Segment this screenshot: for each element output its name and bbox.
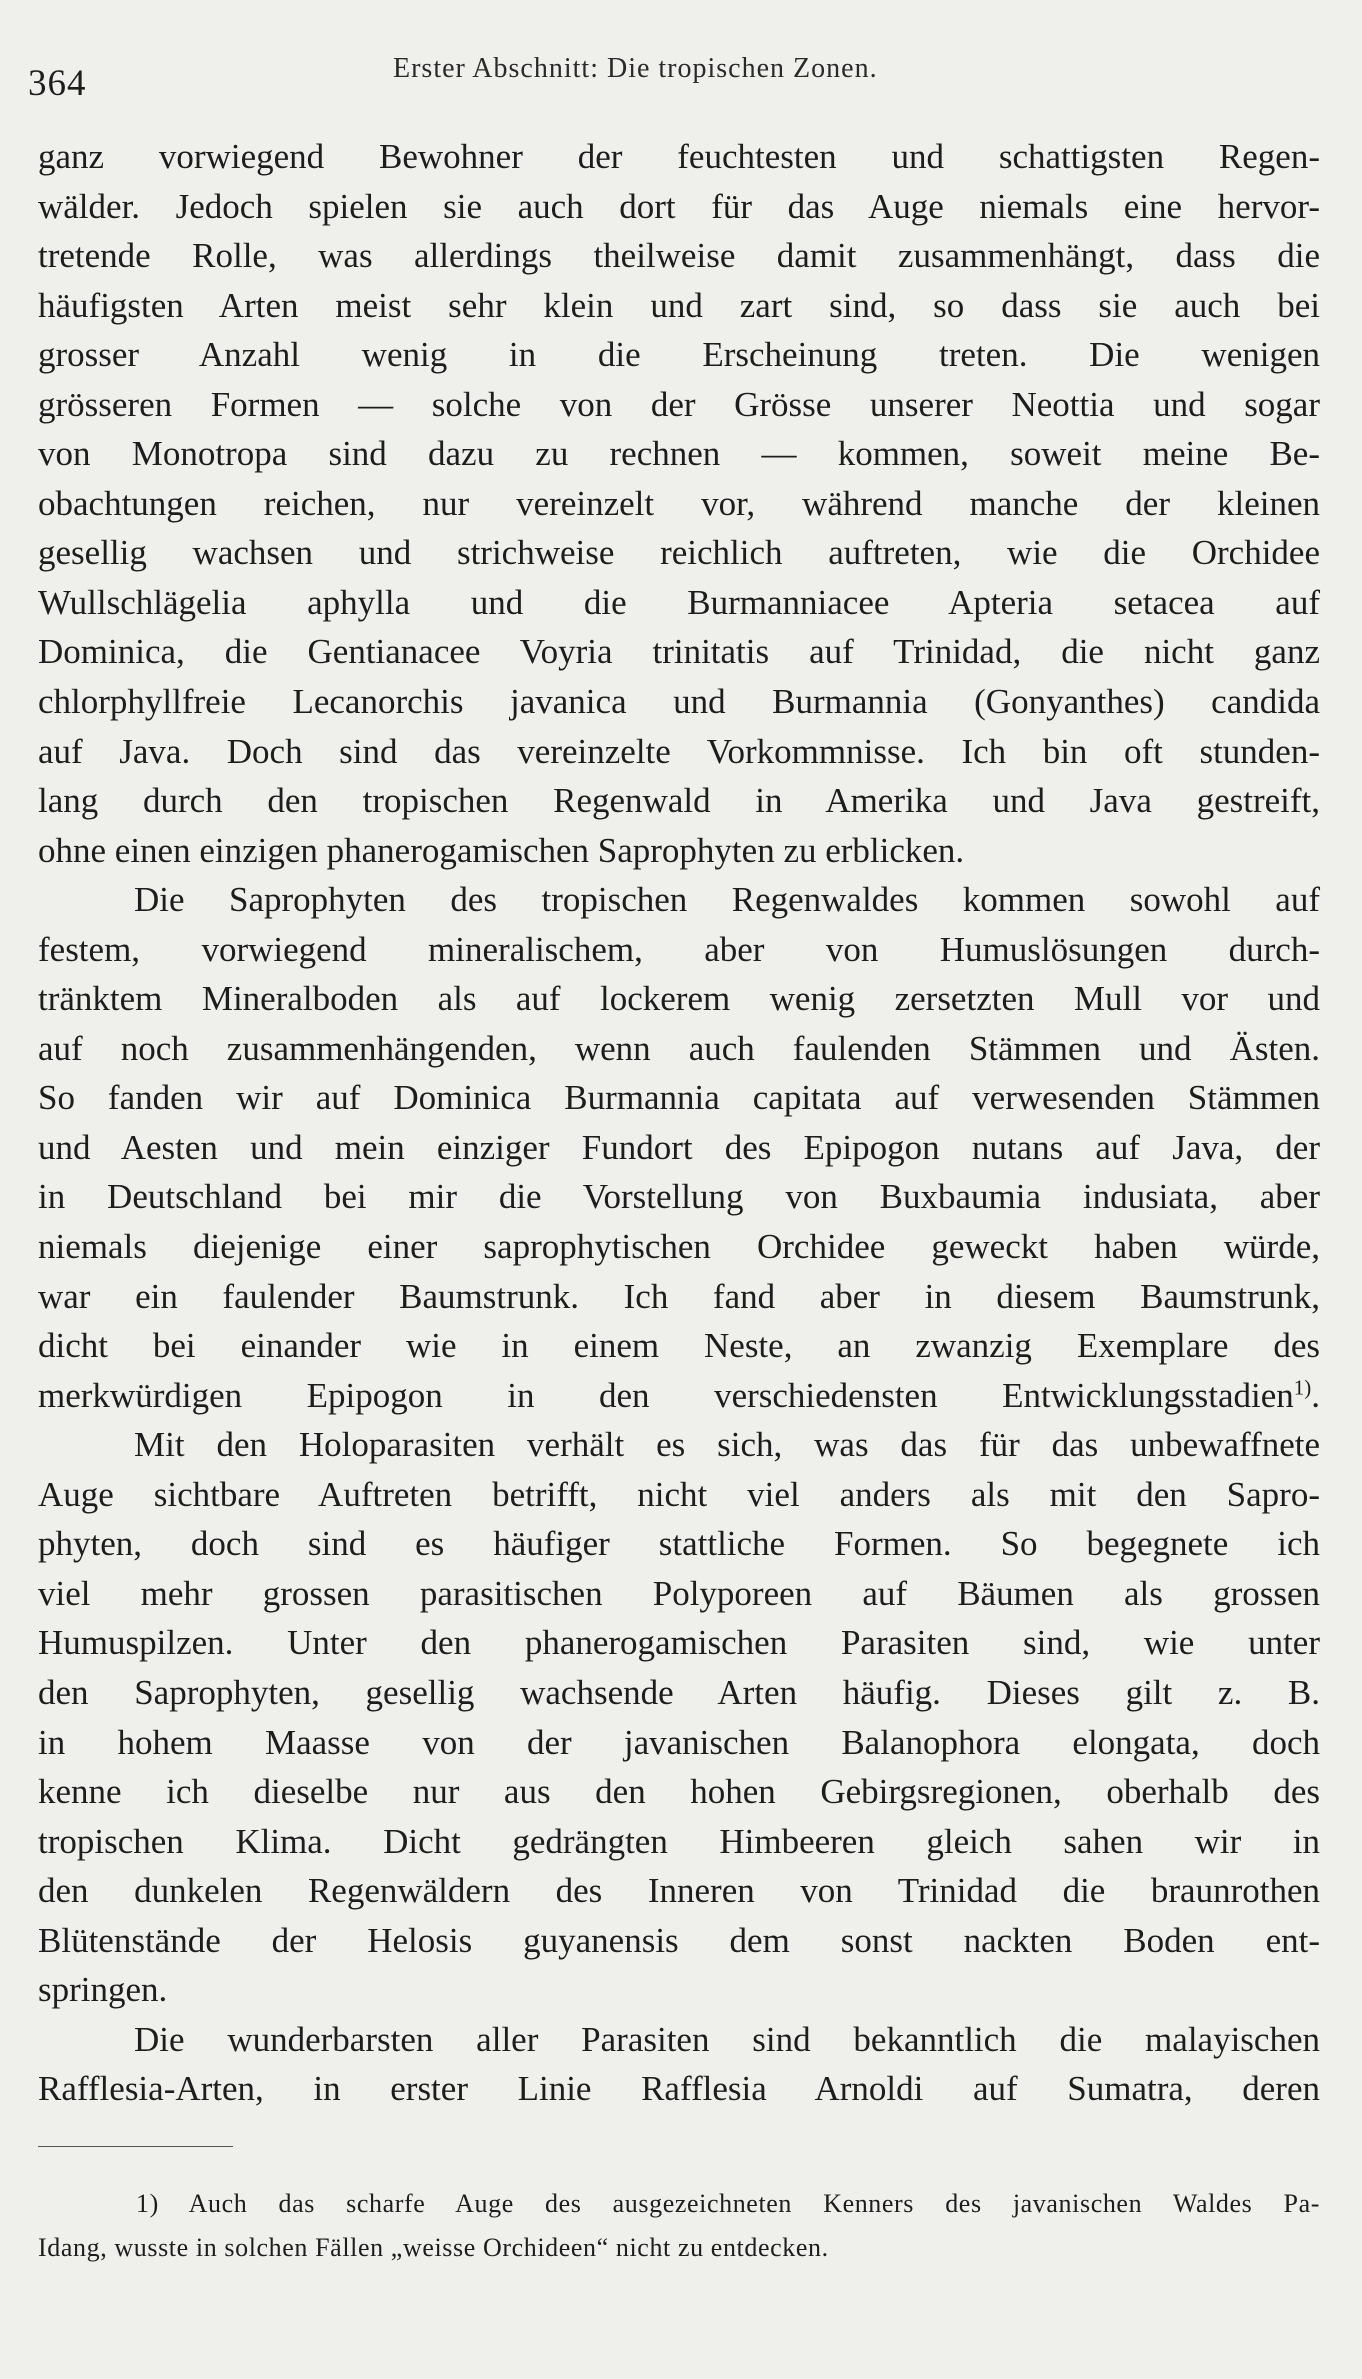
text-line: So fanden wir auf Dominica Burmannia capitata auf verwesenden Stämmen <box>38 1078 1320 1118</box>
text-line: Wullschlägelia aphylla und die Burmanniacee Apteria setacea auf <box>38 582 1320 622</box>
text-line: Auge sichtbare Auftreten betrifft, nicht viel anders als mit den Sapro- <box>38 1474 1320 1514</box>
text-line: grösseren Formen — solche von der Grösse unserer Neottia und sogar <box>38 384 1320 424</box>
footnote-line: Idang, wusste in solchen Fällen „weisse Orchideen“ nicht zu entdecken. <box>38 2233 829 2262</box>
text-line: wälder. Jedoch spielen sie auch dort für das Auge niemals eine hervor- <box>38 186 1320 226</box>
text-line: den Saprophyten, gesellig wachsende Arten häufig. Dieses gilt z. B. <box>38 1672 1320 1712</box>
body-text <box>38 132 1320 2114</box>
text-line: Mit den Holoparasiten verhält es sich, was das für das unbewaffnete <box>134 1425 1320 1465</box>
footnote-reference: 1) <box>1293 1375 1312 1400</box>
text-line: von Monotropa sind dazu zu rechnen — kommen, soweit meine Be- <box>38 434 1320 474</box>
text-line: grosser Anzahl wenig in die Erscheinung treten. Die wenigen <box>38 335 1320 375</box>
text-line: viel mehr grossen parasitischen Polyporeen auf Bäumen als grossen <box>38 1573 1320 1613</box>
text-line: Die wunderbarsten aller Parasiten sind bekanntlich die malayischen <box>134 2019 1320 2059</box>
text-line: ganz vorwiegend Bewohner der feuchtesten und schattigsten Regen- <box>38 137 1320 176</box>
text-line: häufigsten Arten meist sehr klein und zart sind, so dass sie auch bei <box>38 285 1320 325</box>
text-line: auf noch zusammenhängenden, wenn auch faulenden Stämmen und Ästen. <box>38 1028 1320 1068</box>
text-line: Humuspilzen. Unter den phanerogamischen Parasiten sind, wie unter <box>38 1623 1320 1663</box>
text-line: und Aesten und mein einziger Fundort des Epipogon nutans auf Java, der <box>38 1127 1320 1167</box>
text-line: chlorphyllfreie Lecanorchis javanica und Burmannia (Gonyanthes) candida <box>38 682 1320 722</box>
text-line: den dunkelen Regenwäldern des Inneren von Trinidad die braunrothen <box>38 1871 1320 1911</box>
text-line: springen. <box>38 1970 168 2010</box>
text-line: in Deutschland bei mir die Vorstellung von Buxbaumia indusiata, aber <box>38 1177 1320 1217</box>
footnote-divider <box>38 2146 233 2147</box>
text-line: Blütenstände der Helosis guyanensis dem sonst nackten Boden ent- <box>38 1920 1320 1960</box>
text-line: kenne ich dieselbe nur aus den hohen Gebirgsregionen, oberhalb des <box>38 1772 1320 1812</box>
text-line: auf Java. Doch sind das vereinzelte Vorkommnisse. Ich bin oft stunden- <box>38 731 1320 771</box>
text-line: Rafflesia-Arten, in erster Linie Rafflesia Arnoldi auf Sumatra, deren <box>38 2069 1320 2109</box>
text-line: obachtungen reichen, nur vereinzelt vor, während manche der kleinen <box>38 483 1320 523</box>
text-line: tränktem Mineralboden als auf lockerem wenig zersetzten Mull vor und <box>38 979 1320 1019</box>
text-line: dicht bei einander wie in einem Neste, an zwanzig Exemplare des <box>38 1326 1320 1366</box>
text-line: Dominica, die Gentianacee Voyria trinitatis auf Trinidad, die nicht ganz <box>38 632 1320 672</box>
text-line: war ein faulender Baumstrunk. Ich fand aber in diesem Baumstrunk, <box>38 1276 1320 1316</box>
text-line: phyten, doch sind es häufiger stattliche Formen. So begegnete ich <box>38 1524 1320 1564</box>
text-line: lang durch den tropischen Regenwald in Amerika und Java gestreift, <box>38 781 1320 821</box>
text-line: in hohem Maasse von der javanischen Balanophora elongata, doch <box>38 1722 1320 1762</box>
text-line-content: merkwürdigen Epipogon in den verschiedensten Entwicklungsstadien <box>38 1375 1294 1415</box>
running-head: Erster Abschnitt: Die tropischen Zonen. <box>393 53 878 84</box>
text-line: niemals diejenige einer saprophytischen Orchidee geweckt haben würde, <box>38 1227 1320 1267</box>
text-line-with-footnote-ref: merkwürdigen Epipogon in den verschiedensten Entwicklungsstadien$^{1)}$. <box>38 1375 1320 1415</box>
footnote-line: 1) Auch das scharfe Auge des ausgezeichneten Kenners des javanischen Waldes Pa- <box>136 2189 1320 2218</box>
text-line: Die Saprophyten des tropischen Regenwaldes kommen sowohl auf <box>134 880 1320 920</box>
text-line: tretende Rolle, was allerdings theilweise damit zusammenhängt, dass die <box>38 236 1320 276</box>
text-line: ohne einen einzigen phanerogamischen Saprophyten zu erblicken. <box>38 830 965 870</box>
text-line: gesellig wachsen und strichweise reichlich auftreten, wie die Orchidee <box>38 533 1320 573</box>
footnotes <box>38 2182 1320 2270</box>
text-line: festem, vorwiegend mineralischem, aber von Humuslösungen durch- <box>38 929 1320 969</box>
text-line: tropischen Klima. Dicht gedrängten Himbeeren gleich sahen wir in <box>38 1821 1320 1861</box>
page-number: 364 <box>28 63 87 104</box>
